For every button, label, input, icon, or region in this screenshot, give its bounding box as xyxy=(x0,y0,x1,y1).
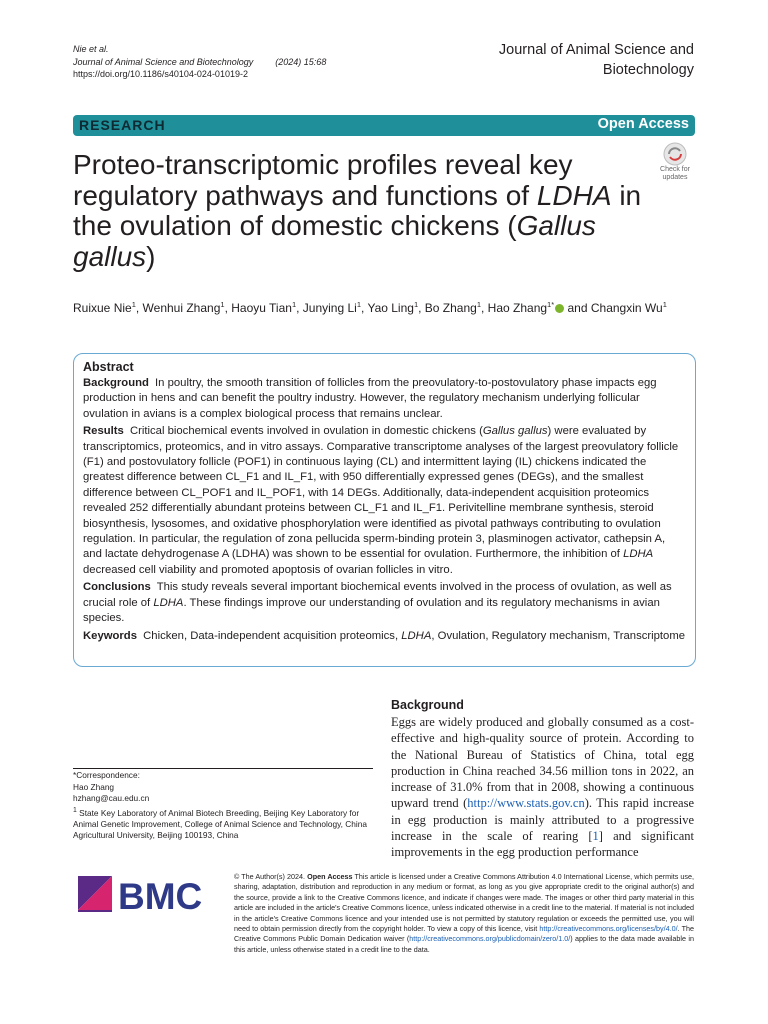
correspondence-label: *Correspondence: xyxy=(73,770,140,780)
author: Wenhui Zhang$^1$ xyxy=(142,300,225,315)
orcid-icon[interactable] xyxy=(555,304,564,313)
abstract-box xyxy=(73,353,696,667)
stats-link[interactable]: http://www.stats.gov.cn xyxy=(467,796,585,811)
correspondence-note xyxy=(73,770,373,842)
author: Yao Ling$^1$ xyxy=(367,300,419,315)
header-authors: Nie et al. xyxy=(73,44,109,54)
author: Ruixue Nie$^1$ xyxy=(73,300,136,315)
check-updates-line1: Check for xyxy=(660,166,690,173)
abstract-conclusions: Conclusions This study reveals several important biochemical events involved in the process of ovulation, as well as crucial role of LDHA. These findings improve our understanding of ovulation and its regulatory mechanisms in avian species. xyxy=(83,581,672,625)
footnote-rule xyxy=(73,768,373,769)
check-updates-line2: updates xyxy=(662,173,688,181)
bmc-logo xyxy=(78,876,213,927)
background-paragraph: Eggs are widely produced and globally consumed as a cost-effective and high-quality source of protein. According to the National Bureau of Statistics of China, total egg production in China reached 34.56 million tons in 2022, an increase of 31.0% from that in 2008, showing a continuous upward trend (http://www.stats.gov.cn). This rapid increase in egg production is mainly attributed to a progressive increase in the scale of rearing [1] and significant improvements in the egg production performance xyxy=(391,715,694,860)
article-type-label: RESEARCH xyxy=(79,117,166,133)
correspondence-email[interactable]: hzhang@cau.edu.cn xyxy=(73,793,150,803)
title-gene: LDHA xyxy=(536,179,612,211)
title-text-2: in the ovulation of domestic chickens ( xyxy=(73,179,642,241)
abstract-keywords: Keywords Chicken, Data-independent acquisition proteomics, LDHA, Ovulation, Regulatory mechanism, Transcriptome xyxy=(83,629,686,642)
author: Bo Zhang$^1$ xyxy=(424,300,481,315)
journal-name xyxy=(434,40,694,80)
author-list: Ruixue Nie$^1$, Wenhui Zhang$^1$, Haoyu Tian$^1$, Junying Li$^1$, Yao Ling$^1$, Bo Zhang$^1$, Hao Zhang$^{1*}$ and Changxin Wu$^1$ xyxy=(73,300,667,315)
running-header xyxy=(73,43,326,81)
author: Hao Zhang$^{1*}$ xyxy=(487,300,555,315)
correspondence-name: Hao Zhang xyxy=(73,781,115,792)
article-type-band xyxy=(73,115,695,136)
title-species: Gallus gallus xyxy=(73,210,596,272)
journal-name-line1: Journal of Animal Science and xyxy=(498,42,694,58)
authors-and: and xyxy=(567,301,588,315)
svg-text:BMC: BMC xyxy=(118,876,203,917)
article-title xyxy=(73,150,673,272)
license-statement: © The Author(s) 2024. Open Access This article is licensed under a Creative Commons Attribution 4.0 International License, which permits use, sharing, adaptation, distribution and reproduction in any medium or format, as long as you give appropriate credit to the original author(s) and the source, provide a link to the Creative Commons licence, and indicate if changes were made. The images or other third party material in this article are included in the article's Creative Commons licence, unless indicated otherwise in a credit line to the material. If material is not included in the article's Creative Commons licence and your intended use is not permitted by statutory regulation or exceeds the permitted use, you will need to obtain permission directly from the copyright holder. To view a copy of this licence, visit http://creativecommons.org/licenses/by/4.0/. The Creative Commons Public Domain Dedication waiver (http://creativecommons.org/publicdomain/zero/1.0/) applies to the data made available in this article, unless otherwise stated in a credit line to the data. xyxy=(234,872,694,954)
cc-zero-link[interactable]: http://creativecommons.org/publicdomain/zero/1.0/ xyxy=(409,934,571,944)
title-text-3: ) xyxy=(146,240,156,272)
author: Haoyu Tian$^1$ xyxy=(231,300,297,315)
author: Junying Li$^1$ xyxy=(302,300,361,315)
affiliation: $^1$ State Key Laboratory of Animal Biotech Breeding, Beijing Key Laboratory for Animal Genetic Improvement, College of Animal Science and Technology, China Agricultural University, Beijing 100193, China xyxy=(73,806,367,841)
check-for-updates-badge[interactable] xyxy=(655,142,695,181)
check-updates-icon xyxy=(663,142,687,166)
section-heading-background: Background xyxy=(391,698,464,712)
abstract-background: Background In poultry, the smooth transition of follicles from the preovulatory-to-postovulatory phase impacts egg production in hens and can benefit the poultry industry. However, the regulatory mechanism underlying follicular ovulation in avians is a complex biological process that remains unclear. xyxy=(83,377,657,420)
abstract-heading: Abstract xyxy=(83,360,134,374)
journal-name-line2: Biotechnology xyxy=(602,62,694,78)
abstract-results: Results Critical biochemical events involved in ovulation in domestic chickens (Gallus gallus) were evaluated by transcriptomics, proteomics, and in vitro assays. Comparative transcriptome analyses of the largest preovulatory follicle (F1) and postovulatory follicle (POF1) in continuous laying (CL) and intermittent laying (IL) chickens indicated the greatest difference between CL_F1 and IL_F1, with 950 differentially expressed genes (DEGs), and the smallest difference between CL_POF1 and IL_POF1, with 14 DEGs. Additionally, data-independent acquisition proteomics revealed 252 differentially abundant proteins between CL_F1 and IL_F1. Perivitelline membrane synthesis, steroid biosynthesis, lysosomes, and oxidative phosphorylation were identified as pivotal pathways contributing to ovulation regulation. In particular, the regulation of zona pellucida sperm-binding protein 3, plasminogen activator, cathepsin A, and lactate dehydrogenase A (LDHA) was shown to be essential for ovulation. Furthermore, the inhibition of LDHA decreased cell viability and promoted apoptosis of ovarian follicles in vitro. xyxy=(83,425,679,576)
author: Changxin Wu$^1$ xyxy=(590,300,667,315)
header-journal-line: Journal of Animal Science and Biotechnology (2024) 15:68 xyxy=(73,56,327,67)
open-access-label: Open Access xyxy=(597,116,689,132)
header-doi[interactable]: https://doi.org/10.1186/s40104-024-01019-2 xyxy=(73,69,248,79)
cc-by-link[interactable]: http://creativecommons.org/licenses/by/4.0/ xyxy=(539,924,678,934)
reference-link[interactable]: 1 xyxy=(592,829,599,844)
title-text-1: Proteo-transcriptomic profiles reveal key regulatory pathways and functions of xyxy=(73,149,573,211)
